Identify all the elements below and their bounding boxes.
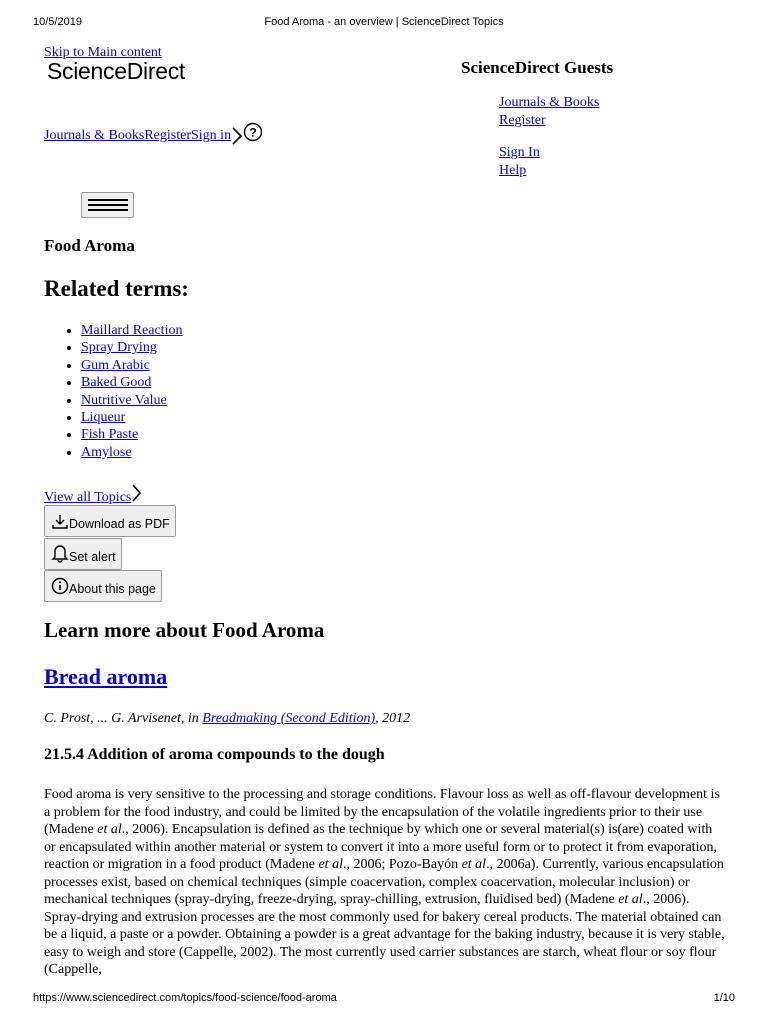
nav-journals-link[interactable]: Journals & Books <box>44 128 145 143</box>
list-item <box>81 322 182 339</box>
section-heading: 21.5.4 Addition of aroma compounds to the dough <box>44 746 385 763</box>
list-item <box>81 357 182 374</box>
info-icon <box>51 577 69 595</box>
skip-to-main-link[interactable]: Skip to Main content <box>44 45 162 60</box>
view-all-topics-link[interactable]: View all Topics <box>44 490 132 505</box>
guest-register-link[interactable]: Register <box>499 112 546 128</box>
term-link[interactable]: Amylose <box>81 444 132 460</box>
top-nav <box>44 127 263 145</box>
list-item <box>81 409 182 426</box>
about-page-button[interactable] <box>44 570 162 602</box>
term-link[interactable]: Maillard Reaction <box>81 323 183 338</box>
article-body <box>44 786 726 979</box>
guest-signin-link[interactable]: Sign In <box>499 145 540 160</box>
download-pdf-button[interactable] <box>44 505 176 537</box>
set-alert-label: Set alert <box>69 550 116 564</box>
list-item <box>81 444 182 461</box>
citation-year: , 2012 <box>375 711 411 726</box>
list-item <box>81 339 182 356</box>
print-date: 10/5/2019 <box>33 16 82 28</box>
body-text-run: ., 2006). Encapsulation is defined as the technique by which one or several material(s) is(are) coated with or encapsulated within another material or system to convert it into a more useful form or to protect it from evaporation, reaction or migration in a food product (Madene <box>44 822 717 872</box>
hamburger-line <box>88 199 128 201</box>
article-title <box>44 664 167 690</box>
page-number: 1/10 <box>713 992 735 1004</box>
list-item <box>81 426 182 443</box>
term-link[interactable]: Nutritive Value <box>81 392 167 408</box>
nav-register-link[interactable]: Register <box>144 128 191 143</box>
guest-help-link[interactable]: Help <box>499 162 527 178</box>
print-title: Food Aroma - an overview | ScienceDirect Topics <box>264 16 504 28</box>
learn-more-heading: Learn more about Food Aroma <box>44 618 325 642</box>
hamburger-menu-button[interactable] <box>81 192 134 218</box>
chevron-right-icon <box>131 484 142 502</box>
chevron-right-icon <box>231 127 243 145</box>
book-link[interactable]: Breadmaking (Second Edition) <box>202 711 376 726</box>
list-item <box>81 392 182 409</box>
term-link[interactable]: Liqueur <box>81 410 126 426</box>
print-url: https://www.sciencedirect.com/topics/food-science/food-aroma <box>33 992 337 1004</box>
body-text-run: et al <box>318 857 343 872</box>
citation-authors: C. Prost, ... G. Arvisenet, in <box>44 711 203 726</box>
page-title: Food Aroma <box>44 236 135 255</box>
set-alert-button[interactable] <box>44 538 122 570</box>
about-page-label: About this page <box>69 582 156 596</box>
related-terms-heading: Related terms: <box>44 276 189 301</box>
article-title-link[interactable]: Bread aroma <box>44 664 168 689</box>
print-header <box>0 16 768 32</box>
download-pdf-label: Download as PDF <box>69 517 170 531</box>
nav-signin-link[interactable]: Sign in <box>191 128 232 143</box>
guest-journals-link[interactable]: Journals & Books <box>499 95 600 110</box>
guest-menu <box>499 94 599 179</box>
svg-text:?: ? <box>249 125 257 140</box>
body-text-run: ., 2006). Spray-drying and extrusion processes are the most commonly used for bakery cereal products. The material obtained can be a liquid, a paste or a powder. Obtaining a powder is a great advantage for the baking industry, because it is very stable, easy to weigh and store (Cappelle, 2002). The most currently used carrier substances are starch, wheat flour or soy flour (Cappelle, <box>44 892 725 977</box>
term-link[interactable]: Baked Good <box>81 375 152 391</box>
bell-icon <box>51 543 69 563</box>
body-text-run: ., 2006; Pozo-Bayón <box>342 857 462 872</box>
body-text-run: Food aroma is very sensitive to the processing and storage conditions. Flavour loss as well as off-flavour development is a problem for the food industry, and could be limited by the encapsulation of the volatile ingredients prior to their use (Madene <box>44 787 720 837</box>
list-item <box>81 374 182 391</box>
term-link[interactable]: Gum Arabic <box>81 357 150 373</box>
view-all-topics <box>44 480 142 506</box>
hamburger-line <box>88 209 128 211</box>
guests-title: ScienceDirect Guests <box>461 58 614 77</box>
sciencedirect-logo[interactable]: ScienceDirect <box>47 58 185 84</box>
body-text-run: ., 2006a). Currently, various encapsulation processes exist, based on chemical techniques (simple coacervation, complex coacervation, molecular inclusion) or mechanical techniques (spray-drying, freeze-drying, spray-chilling, extrusion, fluidised bed) (Madene <box>44 857 724 907</box>
help-icon[interactable] <box>243 122 263 142</box>
related-terms-list <box>44 322 182 461</box>
body-text-run: et al <box>618 892 643 907</box>
body-text-run: et al <box>461 857 487 872</box>
article-citation <box>44 711 410 727</box>
term-link[interactable]: Spray Drying <box>81 340 157 356</box>
print-footer <box>0 992 768 1008</box>
hamburger-line <box>88 204 128 206</box>
download-icon <box>51 514 69 530</box>
term-link[interactable]: Fish Paste <box>81 427 139 443</box>
body-text-run: et al <box>97 822 122 837</box>
